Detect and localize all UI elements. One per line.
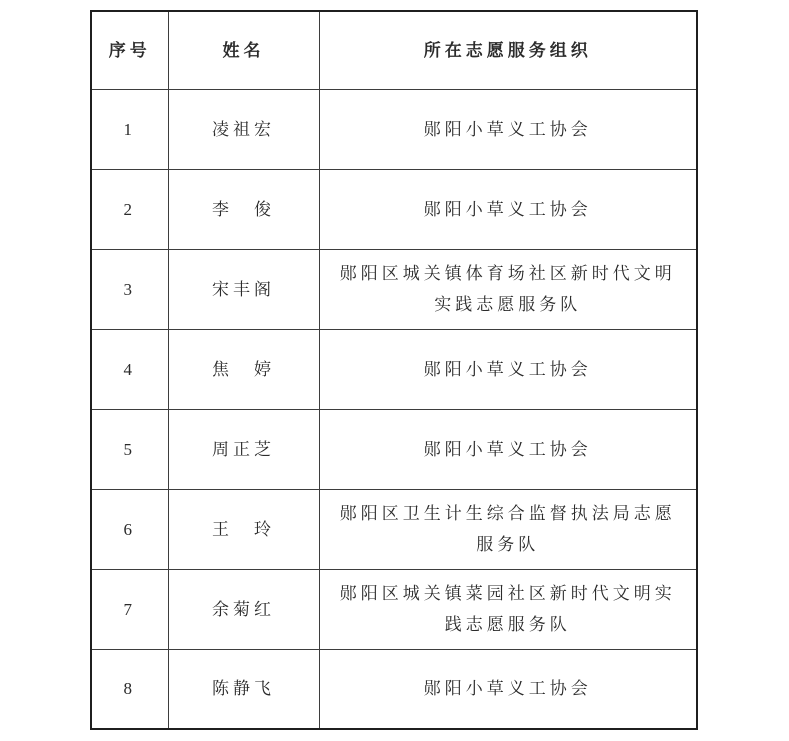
table-row xyxy=(91,649,697,729)
cell-org: 郧阳区城关镇菜园社区新时代文明实践志愿服务队 xyxy=(319,569,697,649)
table-row xyxy=(91,249,697,329)
cell-org: 郧阳小草义工协会 xyxy=(319,169,697,249)
cell-no: 8 xyxy=(91,649,168,729)
cell-org: 郧阳区卫生计生综合监督执法局志愿服务队 xyxy=(319,489,697,569)
cell-name: 王 玲 xyxy=(168,489,319,569)
cell-org: 郧阳小草义工协会 xyxy=(319,649,697,729)
cell-org: 郧阳小草义工协会 xyxy=(319,329,697,409)
table-row xyxy=(91,169,697,249)
table-header xyxy=(91,11,697,89)
cell-name: 周正芝 xyxy=(168,409,319,489)
header-cell-no: 序号 xyxy=(91,11,168,89)
cell-name: 李 俊 xyxy=(168,169,319,249)
cell-no: 3 xyxy=(91,249,168,329)
volunteer-roster-table xyxy=(90,10,698,730)
header-row xyxy=(91,11,697,89)
cell-name: 宋丰阁 xyxy=(168,249,319,329)
cell-org: 郧阳区城关镇体育场社区新时代文明实践志愿服务队 xyxy=(319,249,697,329)
header-cell-name: 姓名 xyxy=(168,11,319,89)
table-row xyxy=(91,409,697,489)
cell-no: 1 xyxy=(91,89,168,169)
table-row xyxy=(91,489,697,569)
cell-org: 郧阳小草义工协会 xyxy=(319,409,697,489)
cell-no: 2 xyxy=(91,169,168,249)
table-body xyxy=(91,89,697,729)
header-cell-org: 所在志愿服务组织 xyxy=(319,11,697,89)
table-row xyxy=(91,89,697,169)
cell-no: 6 xyxy=(91,489,168,569)
cell-name: 凌祖宏 xyxy=(168,89,319,169)
cell-name: 焦 婷 xyxy=(168,329,319,409)
table-row xyxy=(91,569,697,649)
cell-name: 陈静飞 xyxy=(168,649,319,729)
cell-no: 4 xyxy=(91,329,168,409)
cell-no: 7 xyxy=(91,569,168,649)
table-row xyxy=(91,329,697,409)
cell-name: 余菊红 xyxy=(168,569,319,649)
cell-no: 5 xyxy=(91,409,168,489)
cell-org: 郧阳小草义工协会 xyxy=(319,89,697,169)
